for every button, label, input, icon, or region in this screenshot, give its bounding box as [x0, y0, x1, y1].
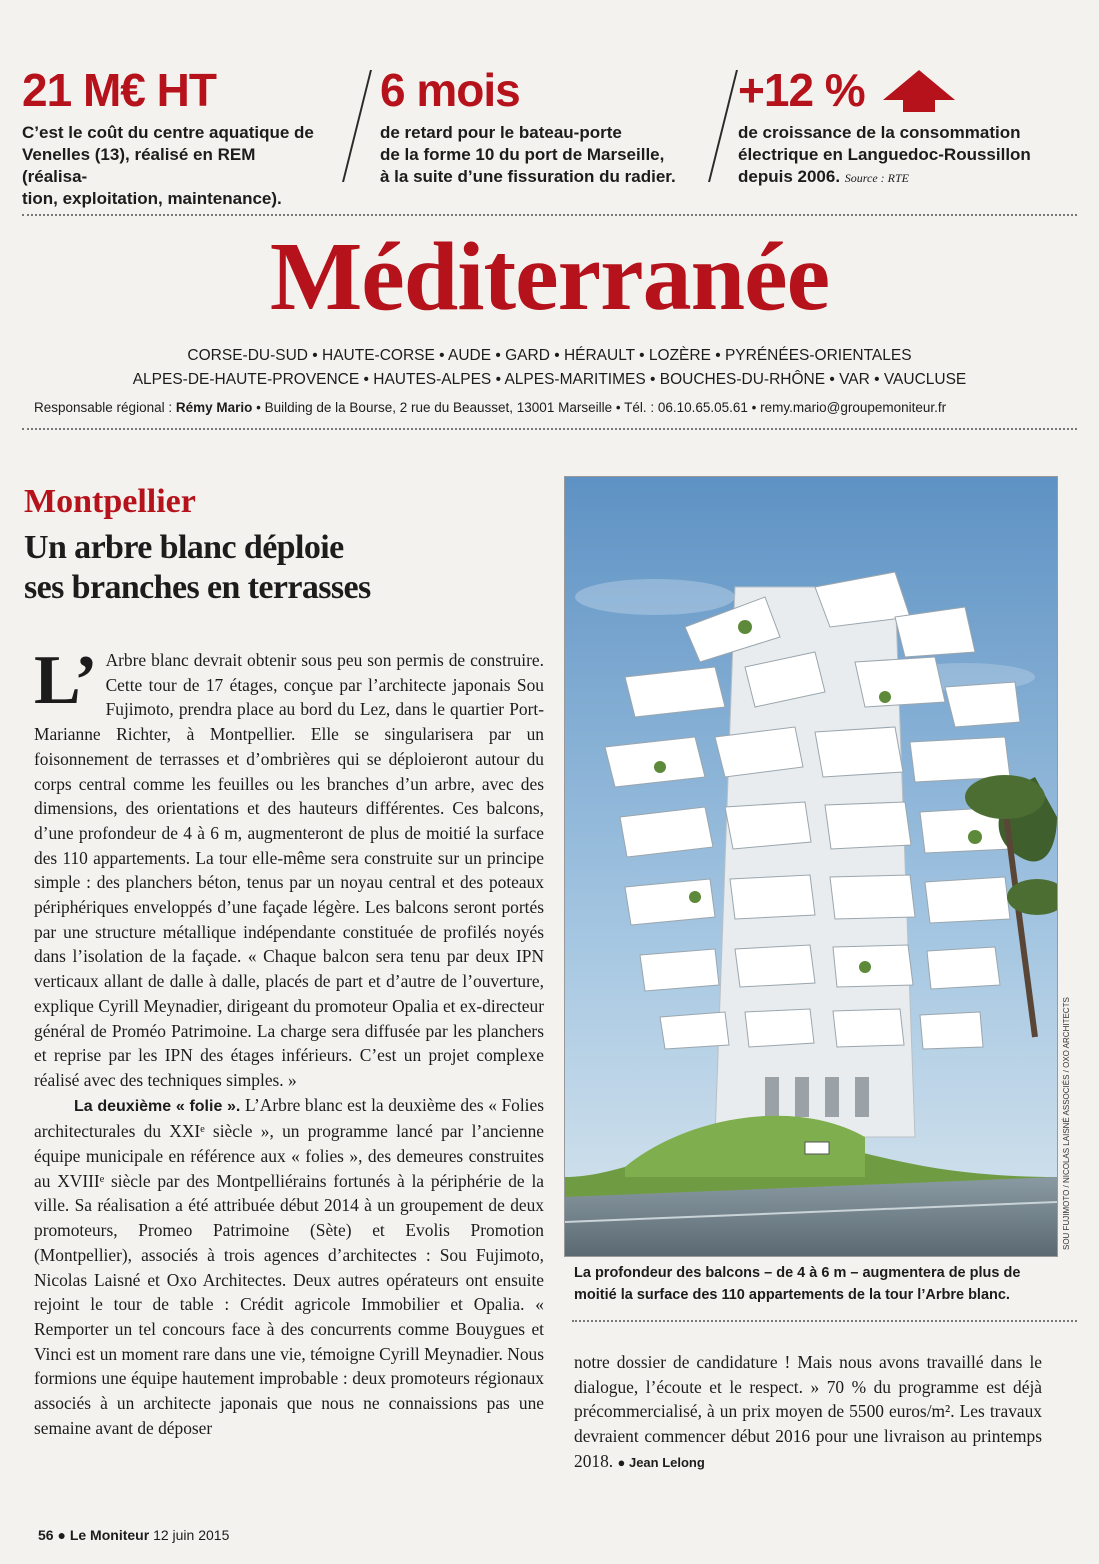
stat-text: de croissance de la consommation électrique en Languedoc-Roussillon depuis 2006. Source : RTE — [738, 123, 1031, 186]
issue-date: 12 juin 2015 — [153, 1527, 230, 1543]
stat-value: 6 mois — [380, 64, 520, 116]
page-number: 56 — [38, 1527, 54, 1543]
article-column-right — [574, 1350, 1042, 1476]
magazine-name: Le Moniteur — [69, 1527, 150, 1543]
stat-text: C’est le coût du centre aquatique de Venelles (13), réalisé en REM (réalisa- tion, exploitation, maintenance). — [22, 123, 314, 208]
departments-line: ALPES-DE-HAUTE-PROVENCE • HAUTES-ALPES • ALPES-MARITIMES • BOUCHES-DU-RHÔNE • VAR • VAUCLUSE — [132, 371, 967, 388]
article-city: Montpellier — [24, 483, 196, 520]
stat-electricity — [738, 64, 1068, 189]
article-headline: Un arbre blanc déploie ses branches en terrasses — [24, 529, 371, 606]
author-signature: ● Jean Lelong — [617, 1454, 705, 1470]
stat-aquatic-center — [22, 64, 322, 210]
dotted-divider — [22, 428, 1077, 430]
stat-value: 21 M€ HT — [22, 64, 216, 116]
page-footer — [38, 1527, 229, 1543]
photo-credit: SOU FUJIMOTO / NICOLAS LAISNÉ ASSOCIÉS / OXO ARCHITECTS — [1062, 997, 1071, 1250]
separator-slash — [708, 70, 738, 182]
dotted-divider — [22, 214, 1077, 216]
stat-text: de retard pour le bateau-porte de la forme 10 du port de Marseille, à la suite d’une fissuration du radier. — [380, 123, 676, 186]
stat-port-delay — [380, 64, 700, 188]
drop-cap: L’ — [34, 648, 98, 719]
subhead: La deuxième « folie ». — [74, 1097, 241, 1115]
building-photo — [564, 476, 1058, 1257]
regional-contact: Responsable régional : Rémy Mario • Building de la Bourse, 2 rue du Beausset, 13001 Marseille • Tél. : 06.10.65.05.61 • remy.mario@groupemoniteur.fr — [34, 400, 947, 415]
dotted-divider — [572, 1320, 1077, 1322]
stat-source: Source : RTE — [844, 171, 910, 185]
bullet-icon: ● — [57, 1527, 70, 1543]
region-title: Méditerranée — [269, 223, 830, 331]
arrow-up-icon — [883, 70, 955, 100]
photo-caption: La profondeur des balcons – de 4 à 6 m – augmentera de plus de moitié la surface des 110 appartements de la tour l’Arbre blanc. — [574, 1265, 1021, 1303]
departments-line: CORSE-DU-SUD • HAUTE-CORSE • AUDE • GARD • HÉRAULT • LOZÈRE • PYRÉNÉES-ORIENTALES — [187, 347, 912, 364]
paragraph: notre dossier de candidature ! Mais nous avons travaillé dans le dialogue, l’écoute et le respect. » 70 % du programme est déjà précommercialisé, à un prix moyen de 5500 euros/m². Les travaux devraient commencer début 2016 pour une livraison au printemps 2018. — [574, 1352, 1042, 1471]
paragraph: Arbre blanc devrait obtenir sous peu son permis de construire. Cette tour de 17 étages, conçue par l’architecte japonais Sou Fujimoto, prendra place au bord du Lez, dans le quartier Port-Marianne Richter, à Montpellier. Elle se singularisera par un foisonnement de terrasses et d’ombrières qui se déploieront autour du corps central comme les feuilles ou les branches d’un arbre, avec des dimensions, des orientations et des hauteurs différentes. Ces balcons, d’une profondeur de 4 à 6 m, augmenteront de plus de moitié la surface des 110 appartements. La tour elle-même sera construite sur un principe simple : des planchers béton, tenus par un noyau central et des poteaux périphériques enveloppés d’une façade légère. Les balcons seront portés par une structure métallique indépendante constituée de profilés noyés dans l’isolation de la façade. « Chaque balcon sera tenu par deux IPN verticaux allant de dalle à dalle, placés de part et d’autre de l’ouverture, explique Cyrill Meynadier, dirigeant du promoteur Opalia et ex-directeur général de Proméo Patrimoine. La charge sera diffusée par les planchers et reprise par les IPN des étages inférieurs. C’est un projet complexe réalisé avec des techniques simples. » — [34, 650, 544, 1090]
article-column-left — [34, 648, 544, 1478]
stat-value: +12 % — [738, 64, 1068, 116]
paragraph: L’Arbre blanc est la deuxième des « Folies architecturales du XXIᵉ siècle », un programme lancé par l’ancienne équipe municipale en référence aux « folies », des demeures construites au XVIIIᵉ siècle par des Montpelliérains fortunés à la périphérie de la ville. Sa réalisation a été attribuée début 2014 à un groupement de deux promoteurs, Promeo Patrimoine (Sète) et Evolis Promotion (Montpellier), associés à trois agences d’architectes : Sou Fujimoto, Nicolas Laisné et Oxo Architectes. Deux autres opérateurs ont ensuite rejoint le tour de table : Crédit agricole Immobilier et Opalia. « Remporter un tel concours face à des concurrents comme Bouygues et Vinci est un moment rare dans une vie, témoigne Cyrill Meynadier. Nous formions une équipe hautement improbable : deux promoteurs régionaux associés à un architecte japonais que nous ne connaissions pas une semaine avant de déposer — [34, 1094, 544, 1438]
separator-slash — [342, 70, 372, 182]
